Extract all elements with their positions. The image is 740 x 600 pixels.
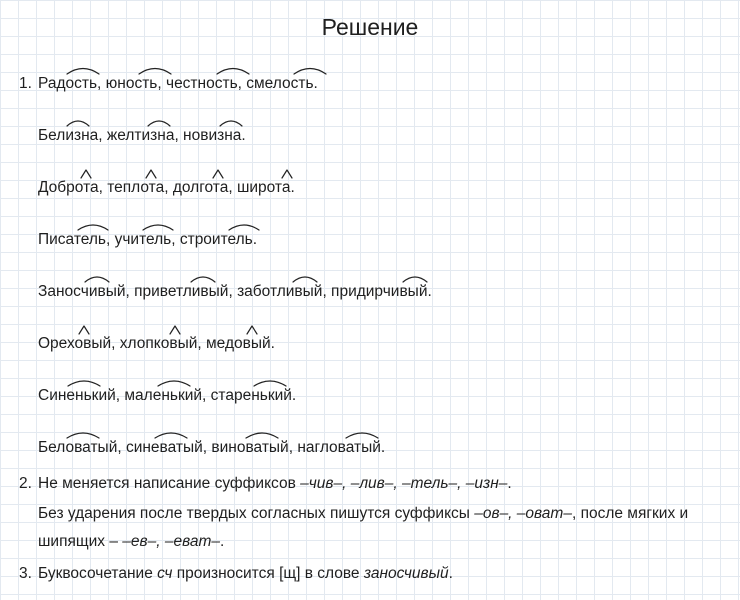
item-2-line-2-text: Без ударения после твердых согласных пишутся суффиксы [38,505,475,522]
suffix-arc [282,170,292,178]
suffix-arc [79,326,89,334]
item-1-row-3: Доброта, теплота, долгота, широта. [38,179,295,196]
suffix-arc [139,69,171,75]
item-2-number: 2. [19,475,32,492]
item-3-text-1: Буквосочетание [38,565,158,582]
suffix-arc [217,69,249,75]
suffix-arc [148,121,170,126]
suffix-arc [213,170,223,178]
item-2-line-3-suffixes: –ев–, –еват– [122,533,220,550]
item-1-row-6: Ореховый, хлопковый, медовый. [38,335,275,352]
suffix-arc [67,433,99,438]
suffix-arc [67,69,99,75]
item-2-line-1 [38,474,512,494]
item-2-period: . [507,475,512,492]
item-1-number: 1. [19,75,32,92]
suffix-arc [146,170,156,178]
item-2-suffixes: –чив–, –лив–, –тель–, –изн– [300,475,508,492]
item-2-line-2-suffixes: –ов–, –оват– [474,505,572,522]
page-title: Решение [321,14,419,40]
suffix-arc [170,326,180,334]
suffix-arc [293,277,317,282]
item-1-row-8: Беловатый, синеватый, виноватый, нагловатый. [38,439,386,456]
suffix-arc [158,381,190,386]
suffix-arc [81,170,91,178]
suffix-arc [294,69,326,75]
suffix-arc [143,225,173,230]
suffix-arc [78,225,108,230]
item-3-letters: сч [157,565,173,582]
suffix-arc [229,225,259,230]
suffix-arc [246,433,278,438]
item-2-line-3-period: . [220,533,225,550]
item-1-row-5: Заносчивый, приветливый, заботливый, придирчивый. [38,283,432,300]
item-2-line-3-text: шипящих – [38,533,123,550]
item-3-text-2: произносится [172,565,280,582]
suffix-arc [67,121,89,126]
suffix-arc [191,277,215,282]
suffix-arc [346,433,378,438]
item-2-line-3 [38,532,224,552]
item-1-row-2: Белизна, желтизна, новизна. [38,127,246,144]
item-1-row-4: Писатель, учитель, строитель. [38,231,258,248]
item-3-sound: [щ] [279,565,301,582]
item-2-line-2-tail: , после мягких и [571,505,689,522]
item-3-period: . [448,565,453,582]
suffix-arc [220,121,242,126]
item-1-row-7: Синенький, маленький, старенький. [38,387,297,404]
item-2-line-2 [38,504,688,524]
item-3-text-3: в слове [300,565,364,582]
item-3-number: 3. [19,565,32,582]
suffix-arc [247,326,257,334]
item-3-word: заносчивый [363,565,449,582]
suffix-arc [68,381,100,386]
suffix-arc [85,277,109,282]
item-2-text: Не меняется написание суффиксов [38,475,301,492]
suffix-arc [254,381,286,386]
item-1-row-1: Радость, юность, честность, смелость. [38,75,318,92]
suffix-arc [155,433,187,438]
suffix-arc [403,277,427,282]
item-3-line [38,564,453,584]
